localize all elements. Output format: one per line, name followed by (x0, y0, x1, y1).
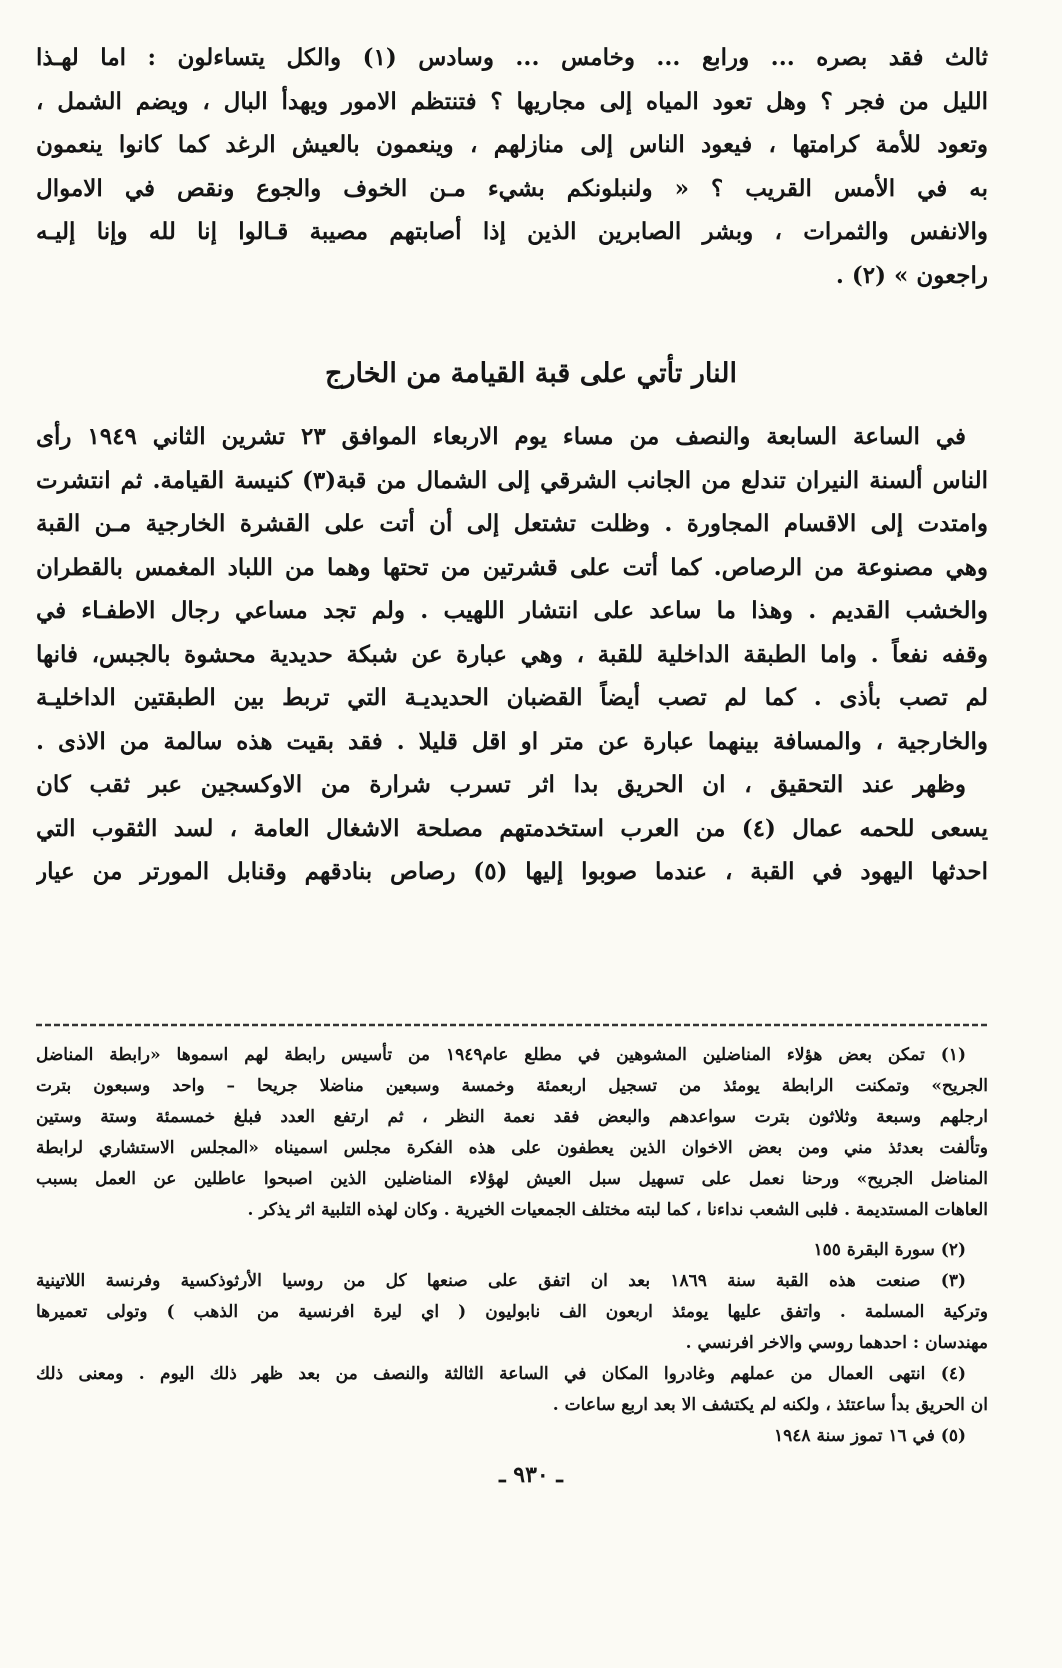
section-heading: النار تأتي على قبة القيامة من الخارج (325, 358, 737, 389)
text-line: وامتدت إلى الاقسام المجاورة . وظلت تشتعل إلى أن أتت على القشرة الخارجية مـن القبة (36, 510, 988, 537)
top-paragraph (36, 36, 988, 297)
page-number: ـ ٩٣٠ ـ (499, 1462, 563, 1488)
footnote-line: الجريح» وتمكنت الرابطة يومئذ من تسجيل اربعمئة وخمسة وسبعين مناضلا جريحا – واحد وسبعون بترت (36, 1076, 988, 1096)
footnote-line: (٤) انتهى العمال من عملهم وغادروا المكان في الساعة الثالثة والنصف من بعد ظهر ذلك اليوم . ومعنى ذلك (36, 1364, 966, 1384)
text-line: لم تصب بأذى . كما لم تصب أيضاً القضبان الحديديـة التي تربط بين الطبقتين الداخليـة (36, 684, 988, 711)
footnote-line: (٥) في ١٦ تموز سنة ١٩٤٨ (774, 1426, 966, 1446)
text-line: في الساعة السابعة والنصف من مساء يوم الاربعاء الموافق ٢٣ تشرين الثاني ١٩٤٩ رأى (36, 423, 967, 450)
text-line: وتعود للأمة كرامتها ، فيعود الناس إلى منازلهم ، وينعمون بالعيش الرغد كما كانوا ينعمون (36, 131, 988, 158)
footnote-line: (٢) سورة البقرة ١٥٥ (813, 1240, 966, 1260)
section-body (36, 415, 988, 894)
text-line: والخارجية ، والمسافة بينهما عبارة عن متر او اقل قليلا . فقد بقيت هذه سالمة من الاذى . (36, 727, 988, 755)
text-line: ثالث فقد بصره ... ورابع ... وخامس ... وسادس (١) والكل يتساءلون : اما لهـذا (36, 44, 988, 71)
footnote-line: وتركية المسلمة . واتفق عليها يومئذ اربعون الف نابوليون ( اي ليرة افرنسية من الذهب ) وتولى تعميرها (36, 1302, 988, 1322)
text-line: راجعون » (٢) . (835, 261, 988, 289)
footnote-line: ان الحريق بدأ ساعتئذ ، ولكنه لم يكتشف الا بعد اربع ساعات . (552, 1395, 988, 1415)
text-line: الليل من فجر ؟ وهل تعود المياه إلى مجاريها ؟ فتنتظم الامور ويهدأ البال ، ويضم الشمل ، (36, 87, 988, 115)
text-line: والخشب القديم . وهذا ما ساعد على انتشار اللهيب . ولم تجد مساعي رجال الاطفـاء في (36, 597, 988, 624)
footnote-divider (36, 1022, 988, 1028)
text-line: به في الأمس القريب ؟ « ولنبلونكم بشيء مـن الخوف والجوع ونقص في الاموال (36, 174, 988, 202)
footnote-line: (١) تمكن بعض هؤلاء المناضلين المشوهين في مطلع عام١٩٤٩ من تأسيس رابطة لهم اسموها «رابطة المناضل (36, 1045, 966, 1065)
footnotes (36, 1040, 988, 1452)
text-line: الناس ألسنة النيران تندلع من الجانب الشرقي إلى الشمال من قبة(٣) كنيسة القيامة. ثم انتشرت (36, 466, 988, 494)
text-line: وظهر عند التحقيق ، ان الحريق بدا اثر تسرب شرارة من الاوكسجين عبر ثقب كان (36, 771, 966, 798)
footnote-line: ارجلهم وسبعة وثلاثون بترت سواعدهم والبعض فقد نعمة النظر ، ثم ارتفع العدد فبلغ خمسمئة وستة وستين (36, 1107, 988, 1127)
footnote-line: وتألفت بعدئذ مني ومن بعض الاخوان الذين يعطفون على هذه الفكرة مجلس اسميناه «المجلس الاستشاري لرابطة (36, 1138, 988, 1158)
text-line: يسعى للحمه عمال (٤) من العرب استخدمتهم مصلحة الاشغال العامة ، لسد الثقوب التي (36, 814, 988, 842)
text-line: احدثها اليهود في القبة ، عندما صوبوا إليها (٥) رصاص بنادقهم وقنابل المورتر من عيار (36, 858, 988, 885)
text-line: وهي مصنوعة من الرصاص. كما أتت على قشرتين من تحتها وهما من اللباد المغمس بالقطران (36, 553, 988, 581)
footnote-line: مهندسان : احدهما روسي والاخر افرنسي . (685, 1333, 988, 1353)
footnote-line: (٣) صنعت هذه القبة سنة ١٨٦٩ بعد ان اتفق على صنعها كل من روسيا الأرثوذكسية وفرنسة اللاتينية (36, 1271, 966, 1291)
text-line: والانفس والثمرات ، وبشر الصابرين الذين إذا أصابتهم مصيبة قـالوا إنا لله وإنا إليـه (36, 218, 988, 245)
text-line: وقفه نفعاً . واما الطبقة الداخلية للقبة ، وهي عبارة عن شبكة حديدية محشوة بالجبس، فانها (36, 640, 988, 668)
footnote-line: العاهات المستديمة . فلبى الشعب نداءنا ، كما لبته مختلف الجمعيات الخيرية . وكان لهذه التلبية اثر يذكر . (247, 1200, 988, 1220)
footnote-line: المناضل الجريح» ورحنا نعمل على تسهيل سبل العيش لهؤلاء المناضلين الذين اصبحوا عاطلين عن العمل بسبب (36, 1169, 988, 1189)
